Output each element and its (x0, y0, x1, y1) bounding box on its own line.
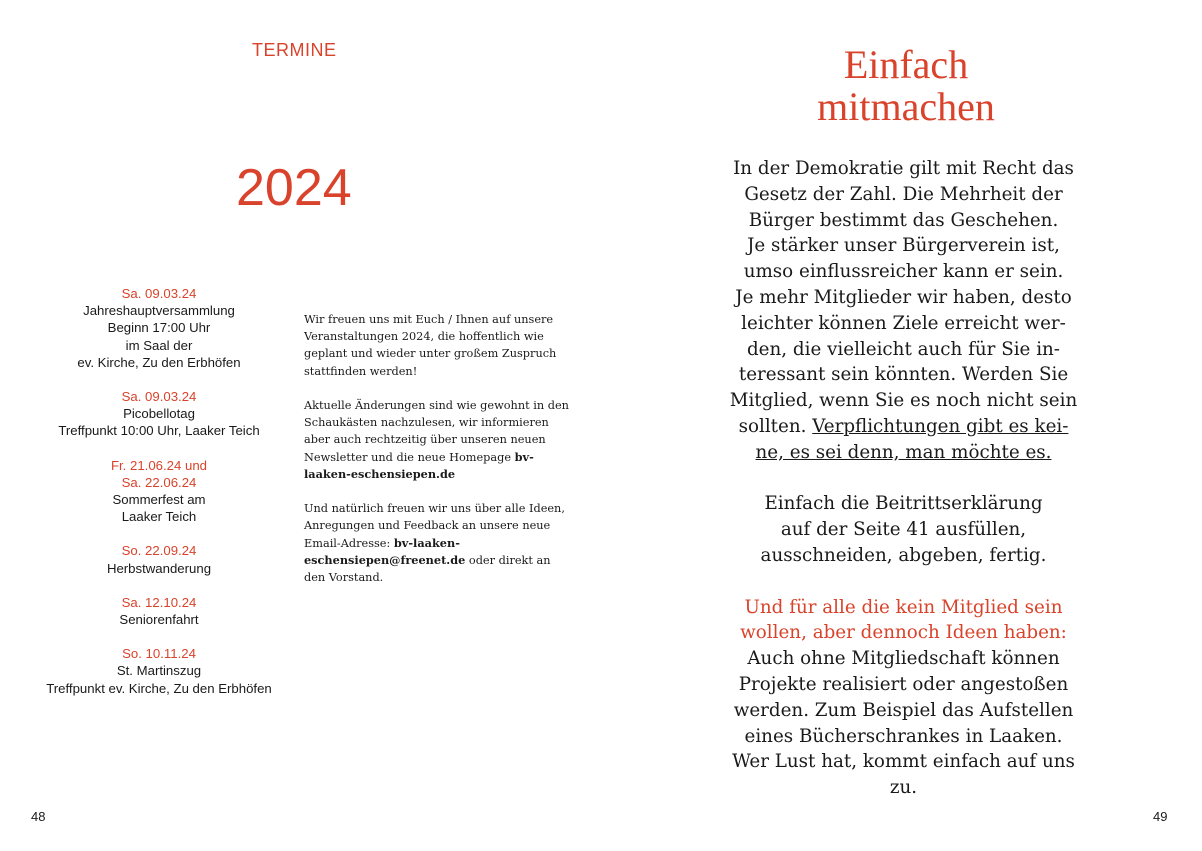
paragraph-signup: Einfach die Beitrittserklärung auf der Seite 41 ausfüllen, ausschneiden, abgeben, fertig. (760, 493, 1047, 566)
headline-line: mitmachen (817, 84, 995, 129)
event-title: Herbstwanderung (106, 560, 212, 576)
event-date: Sa. 22.06.24 (121, 474, 197, 490)
intro-paragraph: Aktuelle Änderungen sind wie gewohnt in den Schaukästen nachzulesen, wir informieren aber auch rechtzeitig über unseren neuen Newsletter und die neue Homepage bv-laaken-eschensiepen.de (304, 399, 569, 481)
event-date: So. 10.11.24 (122, 646, 196, 662)
event-title: Picobellotag (123, 406, 195, 422)
event-item (30, 542, 288, 576)
event-date: Sa. 09.03.24 (121, 286, 197, 301)
event-title: Jahreshauptversammlung (83, 303, 235, 319)
event-detail: im Saal der (125, 337, 193, 353)
event-item (30, 594, 288, 628)
event-item (30, 457, 288, 526)
event-title: Seniorenfahrt (119, 612, 199, 628)
headline-line: Einfach (843, 42, 969, 87)
event-detail: Beginn 17:00 Uhr (107, 320, 211, 336)
paragraph-ideas: Und für alle die kein Mitglied sein wollen, aber dennoch Ideen haben: Auch ohne Mitgliedschaft können Projekte realisiert oder angestoßen werden. Zum Beispiel das Aufstellen eines Bücherschrankes in Laaken. Wer Lust hat, kommt einfach auf uns zu. (719, 595, 1088, 801)
page-number-left: 48 (31, 809, 46, 824)
intro-text (304, 311, 574, 603)
event-list (30, 285, 288, 714)
event-detail: ev. Kirche, Zu den Erbhöfen (77, 354, 241, 370)
homepage-link[interactable]: bv-laaken-eschensiepen.de (304, 449, 534, 481)
intro-paragraph: Und natürlich freuen wir uns über alle Ideen, Anregungen und Feedback an unsere neue Email-Adresse: bv-laaken-eschensiepen@freenet.de oder direkt an den Vorstand. (304, 502, 565, 585)
event-detail: Laaker Teich (121, 509, 197, 525)
highlight-text: wollen, aber dennoch Ideen haben: (740, 622, 1067, 644)
event-title: Sommerfest am (112, 492, 206, 508)
event-title: St. Martinszug (116, 663, 202, 679)
event-detail: Treffpunkt 10:00 Uhr, Laaker Teich (58, 423, 260, 439)
event-date: Sa. 12.10.24 (121, 594, 197, 610)
event-date: Fr. 21.06.24 und (110, 457, 208, 473)
page-number-right: 49 (1153, 809, 1168, 824)
email-link[interactable]: bv-laaken-eschensiepen@freenet.de (304, 535, 466, 567)
event-item (30, 285, 288, 371)
event-date: So. 22.09.24 (121, 543, 197, 559)
intro-paragraph: Wir freuen uns mit Euch / Ihnen auf unsere Veranstaltungen 2024, die hoffentlich wie geplant und wieder unter großem Zuspruch stattfinden werden! (304, 313, 557, 378)
underlined-text: ne, es sei denn, man möchte es. (755, 441, 1052, 463)
event-item (30, 388, 288, 440)
year-heading: 2024 (236, 159, 352, 217)
underlined-text: Verpflichtungen gibt es kei- (812, 415, 1069, 437)
headline (601, 44, 1202, 128)
paragraph-membership: In der Demokratie gilt mit Recht das Gesetz der Zahl. Die Mehrheit der Bürger bestimmt das Geschehen. Je stärker unser Bürgerverein ist, umso einflussreicher kann er sein. Je mehr Mitglieder wir haben, desto leichter können Ziele erreicht wer- den, die vielleicht auch für Sie in- teressant sein könnten. Werden Sie Mitglied, wenn Sie es noch nicht sein sollten. Verpflichtungen gibt es kei- ne, es sei denn, man möchte es. (719, 156, 1088, 466)
right-page (601, 0, 1202, 851)
section-label: TERMINE (252, 40, 337, 60)
event-detail: Treffpunkt ev. Kirche, Zu den Erbhöfen (46, 680, 272, 696)
body-text (719, 156, 1088, 827)
highlight-text: Und für alle die kein Mitglied sein (744, 596, 1063, 618)
event-date: Sa. 09.03.24 (121, 389, 197, 405)
event-item (30, 645, 288, 697)
